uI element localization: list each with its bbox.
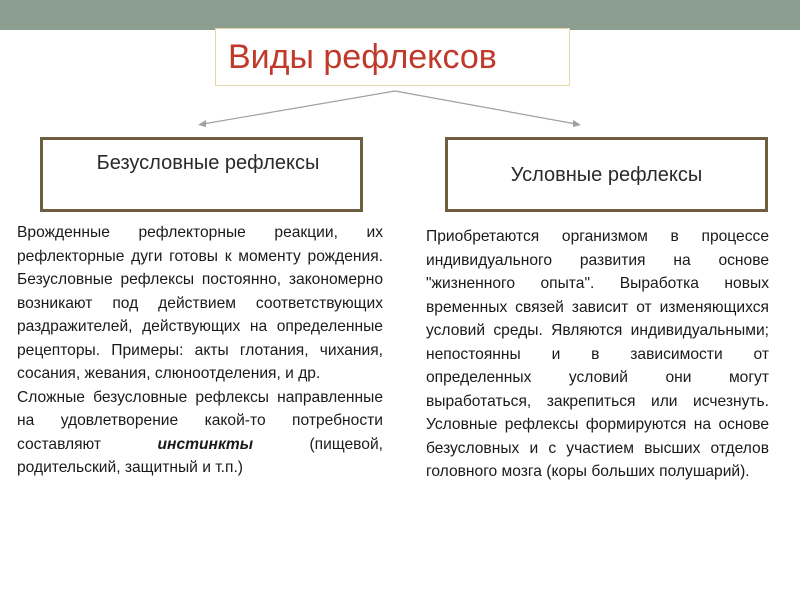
arrowhead-left <box>198 120 206 127</box>
unconditioned-description-paragraph-1: Врожденные рефлекторные реакции, их рефлекторные дуги готовы к моменту рождения. Безусловные рефлексы постоянно, закономерно возникают под действием соответствующих раздражителей, действующих на определенные рецепторы. Примеры: акты глотания, чихания, сосания, жевания, слюноотделения, и др. <box>17 224 383 382</box>
conditioned-reflexes-box <box>445 137 768 212</box>
instincts-text-after: (пищевой, родительский, защитный и т.п.) <box>17 435 383 476</box>
connector-right <box>395 91 576 124</box>
top-bar <box>0 0 800 30</box>
conditioned-reflexes-label: Условные рефлексы <box>510 164 703 186</box>
conditioned-description <box>426 225 769 484</box>
unconditioned-reflexes-label: Безусловные рефлексы <box>96 152 320 174</box>
unconditioned-description <box>17 221 383 480</box>
instincts-term: инстинкты <box>157 435 254 453</box>
title-box <box>215 28 570 86</box>
diagram-title: Виды рефлексов <box>228 38 497 76</box>
unconditioned-reflexes-box <box>40 137 363 212</box>
instincts-text-before: Сложные безусловные рефлексы направленные на удовлетворение какой-то потребности составляют <box>17 388 383 453</box>
conditioned-description-paragraph: Приобретаются организмом в процессе индивидуального развития на основе "жизненного опыта". Выработка новых временных связей зависит от изменяющихся условий среды. Являются индивидуальными; непостоянны и в зависимости от определенных условий они могут выработаться, закрепиться или исчезнуть. Условные рефлексы формируются на основе безусловных и с участием высших отделов головного мозга (коры больших полушарий). <box>426 228 769 480</box>
unconditioned-description-paragraph-2 <box>17 386 383 480</box>
connector-left <box>203 91 395 124</box>
arrowhead-right <box>573 120 581 127</box>
